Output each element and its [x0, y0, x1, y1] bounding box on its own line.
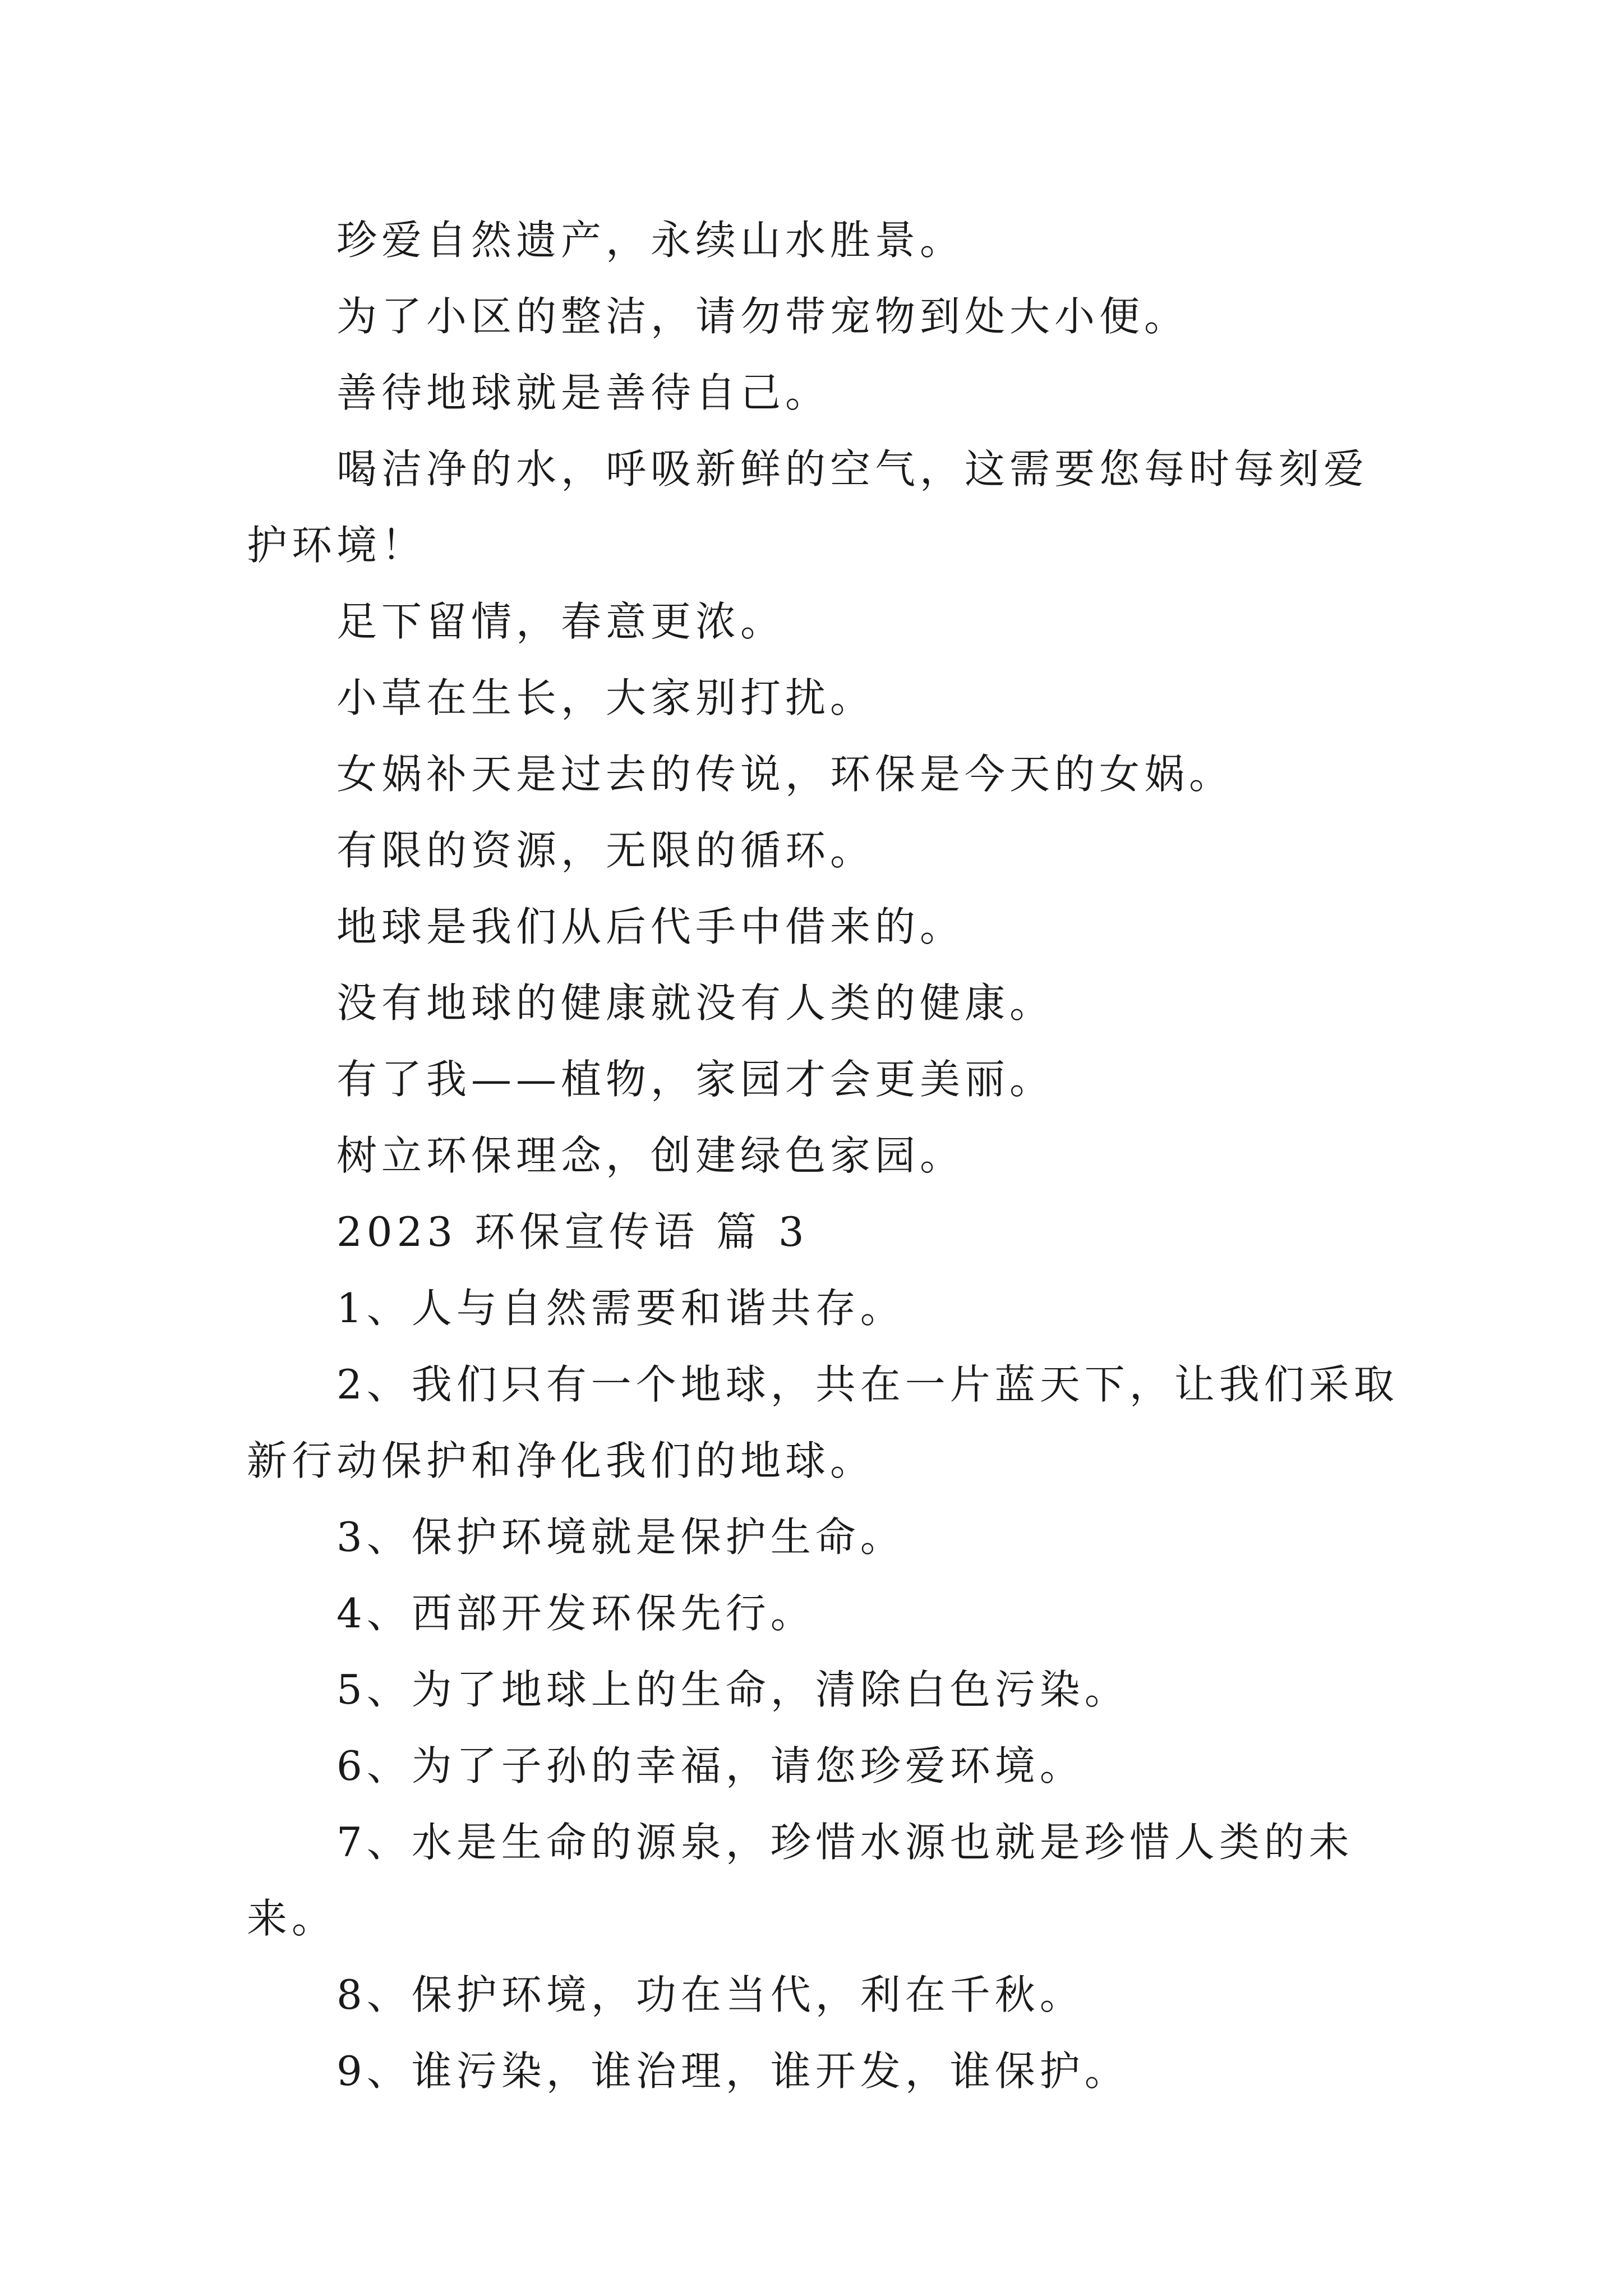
section-heading: 2023 环保宣传语 篇 3 [336, 1208, 809, 1255]
list-item: 1、人与自然需要和谐共存。 [336, 1285, 905, 1332]
list-item: 5、为了地球上的生命，清除白色污染。 [336, 1666, 1129, 1713]
paragraph: 有限的资源，无限的循环。 [336, 827, 875, 874]
list-item: 4、西部开发环保先行。 [336, 1590, 815, 1637]
paragraph: 喝洁净的水，呼吸新鲜的空气，这需要您每时每刻爱护环境！ [247, 445, 1369, 569]
list-item: 3、保护环境就是保护生命。 [336, 1513, 905, 1561]
list-item: 2、我们只有一个地球，共在一片蓝天下，让我们采取新行动保护和净化我们的地球。 [247, 1361, 1399, 1484]
paragraph: 珍爱自然遗产，永续山水胜景。 [336, 217, 965, 264]
paragraph: 善待地球就是善待自己。 [336, 369, 831, 416]
list-item: 9、谁污染，谁治理，谁开发，谁保护。 [336, 2047, 1129, 2095]
document-body [247, 202, 1402, 2109]
paragraph: 小草在生长，大家别打扰。 [336, 674, 875, 721]
list-item: 7、水是生命的源泉，珍惜水源也就是珍惜人类的未来。 [247, 1819, 1354, 1942]
list-item: 6、为了子孙的幸福，请您珍爱环境。 [336, 1742, 1085, 1789]
paragraph: 树立环保理念，创建绿色家园。 [336, 1132, 965, 1179]
paragraph: 女娲补天是过去的传说，环保是今天的女娲。 [336, 751, 1234, 798]
paragraph: 没有地球的健康就没有人类的健康。 [336, 979, 1055, 1027]
list-item: 8、保护环境，功在当代，利在千秋。 [336, 1971, 1085, 2018]
paragraph: 地球是我们从后代手中借来的。 [336, 903, 965, 950]
paragraph: 有了我——植物，家园才会更美丽。 [336, 1056, 1055, 1103]
paragraph: 为了小区的整洁，请勿带宠物到处大小便。 [336, 293, 1189, 340]
paragraph: 足下留情，春意更浓。 [336, 598, 786, 645]
